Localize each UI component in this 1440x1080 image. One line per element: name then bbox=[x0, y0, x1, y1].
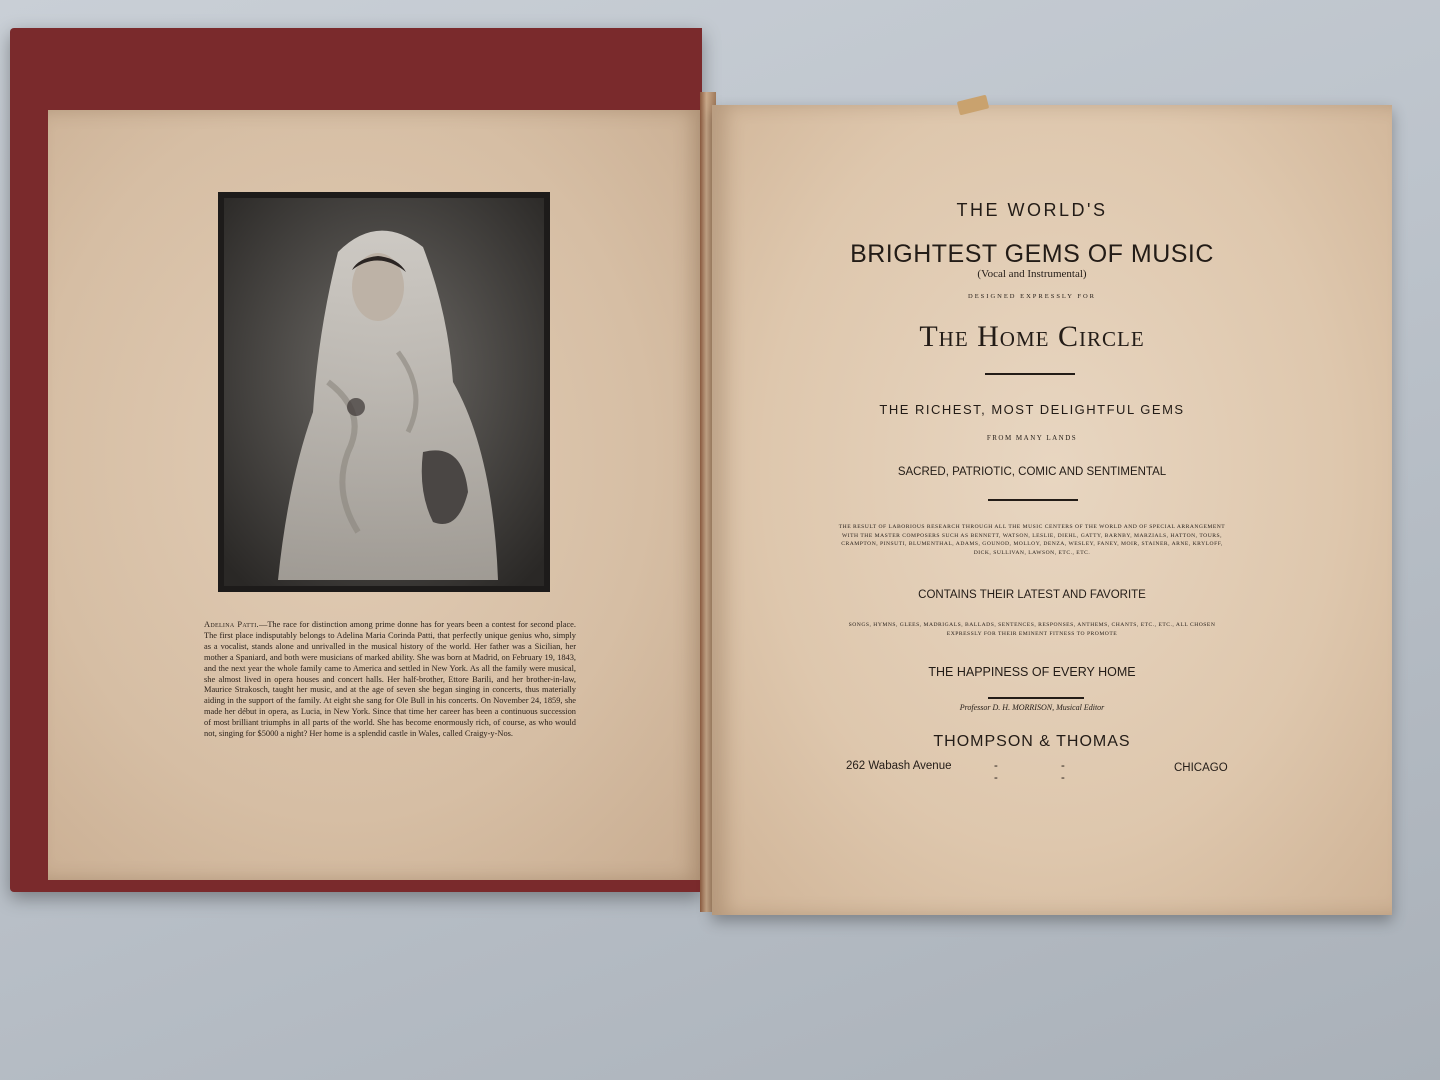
title-line-worlds: THE WORLD'S bbox=[956, 200, 1108, 220]
subtitle-vocal: (Vocal and Instrumental) bbox=[977, 268, 1087, 280]
publisher-city: CHICAGO bbox=[1174, 762, 1228, 774]
publisher-address: 262 Wabash Avenue bbox=[846, 760, 952, 772]
address-dashes: - - - - bbox=[994, 760, 1095, 784]
richest-gems: THE RICHEST, MOST DELIGHTFUL GEMS bbox=[879, 402, 1185, 417]
caption-body: —The race for distinction among prime donne has for years been a contest for second place. The first place indisputably belongs to Adelina Maria Corinda Patti, that perfectly unique genius who, simply as a vocalist, stands alone and unrivalled in the musical history of the world. Her father was a Sicilian, her mother a Spaniard, and both were musicians of marked ability. She was born at Madrid, on February 19, 1843, and the next year the whole family came to America and settled in New York. As all the family were musical, she almost lived in opera houses and concert halls. Her half-brother, Ettore Barili, and her brother-in-law, Maurice Strakosch, taught her music, and at the age of seven she began singing in concerts, thus materially aiding in the support of the family. At eight she sang for Ole Bull in his concerts. On November 24, 1859, she made her début in opera, as Lucia, in New York. Since that time her career has been a continuous succession of most brilliant triumphs in all parts of the world. She has become enormously rich, of course, as who would not, singing for $5000 a night? Her home is a splendid castle in Wales, called Craigy-y-Nos. bbox=[204, 620, 576, 739]
songs-paragraph: SONGS, HYMNS, GLEES, MADRIGALS, BALLADS, SENTENCES, RESPONSES, ANTHEMS, CHANTS, ETC., ETC., ALL CHOSEN EXPRESSLY FOR THEIR EMINENT FITNESS TO PROMOTE bbox=[848, 622, 1216, 637]
publisher-name: THOMPSON & THOMAS bbox=[933, 733, 1131, 750]
from-many-lands: FROM MANY LANDS bbox=[986, 434, 1078, 442]
divider-rule bbox=[988, 499, 1078, 501]
title-page bbox=[712, 105, 1392, 915]
genres-line: SACRED, PATRIOTIC, COMIC AND SENTIMENTAL bbox=[897, 466, 1167, 478]
title-home-circle: The Home Circle bbox=[919, 320, 1145, 353]
portrait-caption bbox=[204, 620, 576, 740]
divider-rule bbox=[988, 697, 1084, 699]
divider-rule bbox=[985, 373, 1075, 375]
caption-lead: Adelina Patti. bbox=[204, 620, 259, 629]
portrait-engraving bbox=[218, 192, 550, 592]
designed-for: DESIGNED EXPRESSLY FOR bbox=[968, 293, 1096, 300]
editor-credit: Professor D. H. MORRISON, Musical Editor bbox=[959, 703, 1105, 712]
contains-line: CONTAINS THEIR LATEST AND FAVORITE bbox=[918, 589, 1146, 601]
title-line-gems: BRIGHTEST GEMS OF MUSIC bbox=[850, 240, 1214, 268]
composers-paragraph: THE RESULT OF LABORIOUS RESEARCH THROUGH ALL THE MUSIC CENTERS OF THE WORLD AND OF SPECIAL ARRANGEMENT WITH THE MASTER COMPOSERS SUCH AS BENNETT, WATSON, LESLIE, DIEHL, GATTY, BARNBY, MARZIALS, HATTON, TOURS, CRAMPTON, PINSUTI, BLUMENTHAL, ADAMS, GOUNOD, MOLLOY, DENZA, WESLEY, FANEY, MOIR, STAINER, ARNE, KRYLOFF, DICK, SULLIVAN, LAWSON, ETC., ETC. bbox=[838, 524, 1226, 556]
happiness-line: THE HAPPINESS OF EVERY HOME bbox=[928, 665, 1136, 679]
